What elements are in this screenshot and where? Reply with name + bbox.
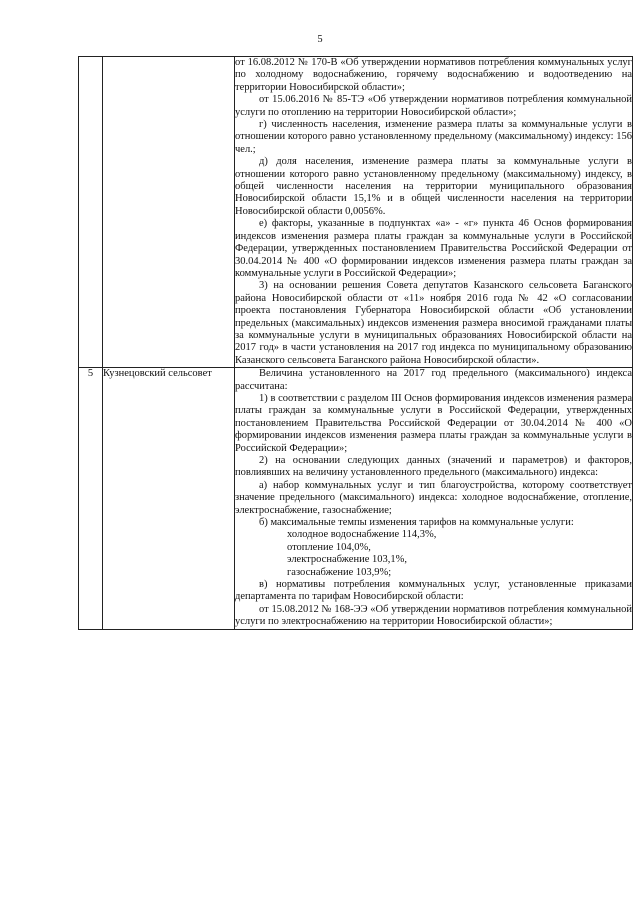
- paragraph: а) набор коммунальных услуг и тип благоустройства, которому соответствует значение предельного (максимального) индекса: холодное водоснабжение, отопление, электроснабжение, газоснабжение;: [235, 479, 632, 516]
- paragraph: от 15.08.2012 № 168-ЭЭ «Об утверждении нормативов потребления коммунальной услуги по электроснабжению на территории Новосибирской области»;: [235, 603, 632, 628]
- paragraph: 3) на основании решения Совета депутатов Казанского сельсовета Баганского района Новосибирской области от «11» ноября 2016 года № 42 «О согласовании проекта постановления Губернатора Новосибирской области «Об установлении предельных (максимальных) индексов изменения размера вносимой гражданами платы за коммунальные услуги в муниципальных образованиях Новосибирской области на 2017 год» в части установления на 2017 год индекса по муниципальному образованию Казанского сельсовета Баганского района Новосибирской области».: [235, 280, 632, 366]
- paragraph: в) нормативы потребления коммунальных услуг, установленные приказами департамента по тарифам Новосибирской области:: [235, 579, 632, 603]
- paragraph: Величина установленного на 2017 год предельного (максимального) индекса рассчитана:: [235, 368, 632, 392]
- paragraph: е) факторы, указанные в подпунктах «а» - «г» пункта 46 Основ формирования индексов изменения размера платы граждан за коммунальные услуги в Российской Федерации, утвержденных постановлением Правительства Российской Федерации от 30.04.2014 № 400 «О формировании индексов изменения размера платы граждан за коммунальные услуги в Российской Федерации»;: [235, 218, 632, 279]
- municipality-name-cell: [103, 57, 235, 368]
- table-row: [79, 57, 633, 368]
- paragraph: холодное водоснабжение 114,3%,: [287, 529, 437, 541]
- paragraph: 1) в соответствии с разделом III Основ формирования индексов изменения размера платы граждан за коммунальные услуги в Российской Федерации, утвержденных постановлением Правительства Российской Федерации от 30.04.2014 № 400 «О формировании индексов изменения размера платы граждан за коммунальные услуги в Российской Федерации»;: [235, 392, 632, 454]
- paragraph: электроснабжение 103,1%,: [287, 554, 407, 566]
- municipality-name-cell: Кузнецовский сельсовет: [103, 368, 235, 630]
- row-number-cell: [79, 57, 103, 368]
- paragraph: г) численность населения, изменение размера платы за коммунальные услуги в отношении которого равно установленному предельному (максимальному) индексу: 156 чел.;: [235, 119, 632, 155]
- paragraph: от 16.08.2012 № 170-В «Об утверждении нормативов потребления коммунальных услуг по холодному водоснабжению, горячему водоснабжению и водоотведению на территории Новосибирской области»;: [235, 57, 632, 93]
- paragraph: газоснабжение 103,9%;: [287, 566, 392, 578]
- table-row: [79, 368, 633, 630]
- paragraph: 2) на основании следующих данных (значений и параметров) и факторов, повлиявших на величину установленного предельного (максимального) индекса:: [235, 455, 632, 479]
- row-number-cell: 5: [79, 368, 103, 630]
- justification-cell: [235, 368, 633, 630]
- paragraph: от 15.06.2016 № 85-ТЭ «Об утверждении нормативов потребления коммунальной услуги по отоплению на территории Новосибирской области»;: [235, 94, 632, 118]
- justification-cell: [235, 57, 633, 368]
- document-table: [78, 56, 633, 630]
- paragraph: б) максимальные темпы изменения тарифов на коммунальные услуги:: [259, 517, 574, 529]
- paragraph: отопление 104,0%,: [287, 541, 371, 553]
- page-number: 5: [317, 34, 323, 45]
- paragraph: д) доля населения, изменение размера платы за коммунальные услуги в отношении которого равно установленному предельному (максимальному) индексу, в общей численности населения на территории муниципального образования Новосибирской области 15,1% и в общей численности населения на территории Новосибирской области 0,0056%.: [235, 156, 632, 217]
- document-table-body: [79, 57, 633, 630]
